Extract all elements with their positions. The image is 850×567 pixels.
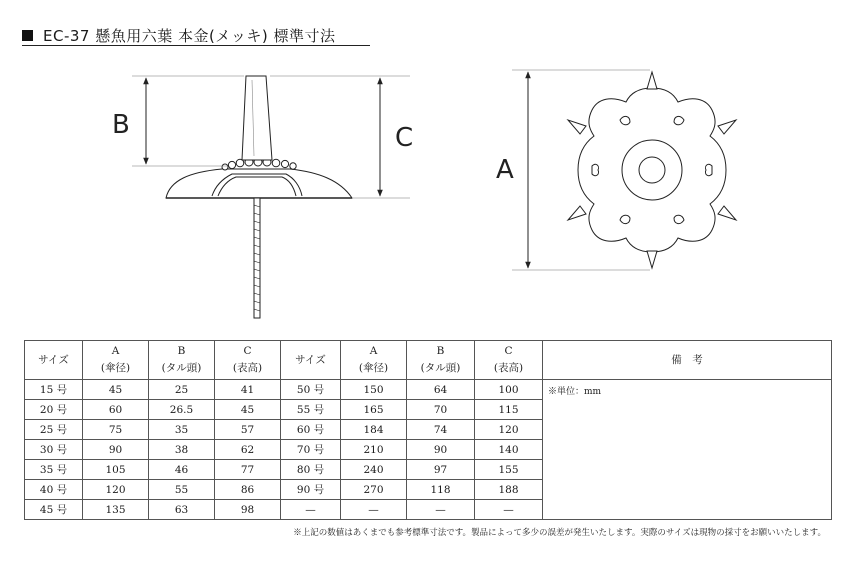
remarks-cell: ※単位：mm	[543, 380, 832, 520]
cell-c: 77	[215, 460, 281, 480]
header-b-2: B (タル頭)	[407, 341, 475, 380]
cell-b-2: 70	[407, 400, 475, 420]
top-view	[568, 72, 736, 268]
cell-a: 135	[83, 500, 149, 520]
cell-a-2: 240	[341, 460, 407, 480]
header-a: A (傘径)	[83, 341, 149, 380]
cell-c: 57	[215, 420, 281, 440]
title-text: EC-37 懸魚用六葉 本金(メッキ) 標準寸法	[43, 26, 336, 45]
cell-c-2: 188	[475, 480, 543, 500]
cell-a-2: 270	[341, 480, 407, 500]
cell-c-2: —	[475, 500, 543, 520]
cell-c-2: 155	[475, 460, 543, 480]
cell-a: 90	[83, 440, 149, 460]
cell-size-2: 60 号	[281, 420, 341, 440]
cell-size-2: 80 号	[281, 460, 341, 480]
cell-a: 105	[83, 460, 149, 480]
header-a-2: A (傘径)	[341, 341, 407, 380]
cell-b-2: 118	[407, 480, 475, 500]
cell-c-2: 100	[475, 380, 543, 400]
label-b: B	[112, 110, 130, 140]
cell-size: 30 号	[25, 440, 83, 460]
cell-c-2: 120	[475, 420, 543, 440]
cell-size: 40 号	[25, 480, 83, 500]
cell-b-2: 97	[407, 460, 475, 480]
footnote: ※上記の数値はあくまでも参考標準寸法です。製品によって多少の誤差が発生いたします。実際のサイズは現物の採寸をお願いいたします。	[293, 528, 826, 538]
cell-size: 25 号	[25, 420, 83, 440]
dimension-table	[24, 340, 832, 520]
table-header-row	[25, 341, 832, 380]
cell-c-2: 115	[475, 400, 543, 420]
table-row	[25, 380, 832, 400]
boss-hole	[639, 157, 665, 183]
header-size-2: サイズ	[281, 341, 341, 380]
header-size: サイズ	[25, 341, 83, 380]
cell-a-2: —	[341, 500, 407, 520]
header-c-2: C (表高)	[475, 341, 543, 380]
cell-b: 46	[149, 460, 215, 480]
cell-c: 62	[215, 440, 281, 460]
header-c: C (表高)	[215, 341, 281, 380]
cell-size-2: 55 号	[281, 400, 341, 420]
cell-a: 60	[83, 400, 149, 420]
cell-size-2: 90 号	[281, 480, 341, 500]
header-b: B (タル頭)	[149, 341, 215, 380]
cell-b: 55	[149, 480, 215, 500]
cell-c: 86	[215, 480, 281, 500]
cell-b-2: —	[407, 500, 475, 520]
cell-b: 63	[149, 500, 215, 520]
cell-b-2: 74	[407, 420, 475, 440]
cell-a-2: 210	[341, 440, 407, 460]
cell-a-2: 184	[341, 420, 407, 440]
cell-size-2: 70 号	[281, 440, 341, 460]
cell-size: 20 号	[25, 400, 83, 420]
cell-a: 120	[83, 480, 149, 500]
cell-a-2: 150	[341, 380, 407, 400]
cell-size-2: —	[281, 500, 341, 520]
cell-a-2: 165	[341, 400, 407, 420]
cell-c: 45	[215, 400, 281, 420]
cell-size-2: 50 号	[281, 380, 341, 400]
cell-b: 35	[149, 420, 215, 440]
cell-c: 41	[215, 380, 281, 400]
cell-b: 38	[149, 440, 215, 460]
cell-b-2: 90	[407, 440, 475, 460]
cell-size: 15 号	[25, 380, 83, 400]
cell-b: 26.5	[149, 400, 215, 420]
label-c: C	[395, 123, 414, 153]
side-view	[166, 76, 352, 318]
cell-a: 45	[83, 380, 149, 400]
cell-b: 25	[149, 380, 215, 400]
cell-size: 45 号	[25, 500, 83, 520]
cell-c-2: 140	[475, 440, 543, 460]
cell-a: 75	[83, 420, 149, 440]
header-remarks: 備 考	[543, 341, 832, 380]
label-a: A	[496, 155, 514, 185]
cell-size: 35 号	[25, 460, 83, 480]
cell-b-2: 64	[407, 380, 475, 400]
cell-c: 98	[215, 500, 281, 520]
